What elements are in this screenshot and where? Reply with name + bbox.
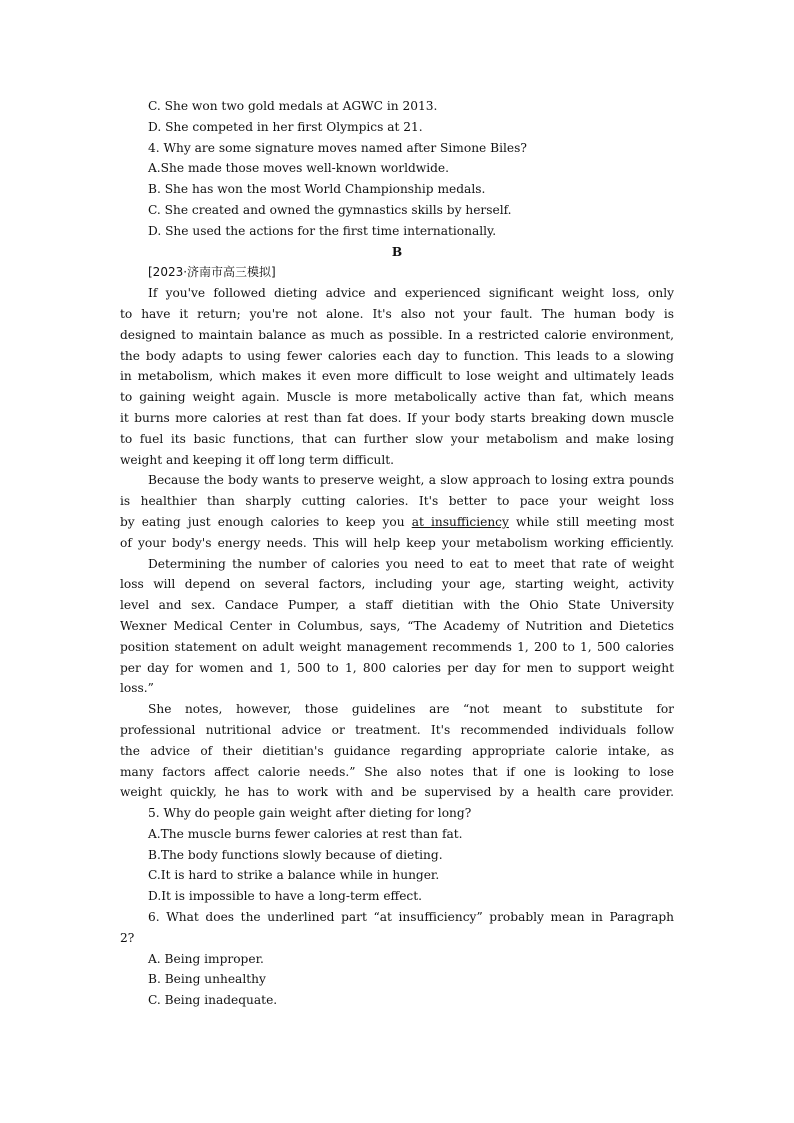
passage-source: [2023·济南市高三模拟]	[148, 265, 276, 280]
para1-line: weight and keeping it off long term difficult.	[120, 452, 395, 467]
option-d-prev: D. She competed in her first Olympics at 21.	[148, 119, 423, 134]
question-5-option-a: A.The muscle burns fewer calories at rest than fat.	[148, 826, 463, 841]
para1-line: to have it return; you're not alone. It's also not your fault. The human body is	[120, 306, 674, 321]
question-5-option-c: C.It is hard to strike a balance while in hunger.	[148, 868, 440, 883]
page-content	[120, 96, 674, 1011]
question-4-stem: 4. Why are some signature moves named after Simone Biles?	[148, 140, 527, 155]
para1-line: it burns more calories at rest than fat does. If your body starts breaking down muscle	[120, 410, 674, 425]
para3-line: loss.”	[120, 681, 154, 696]
question-4-option-a: A.She made those moves well-known worldwide.	[148, 161, 450, 176]
para1-line: in metabolism, which makes it even more difficult to lose weight and ultimately leads	[120, 369, 674, 384]
para3-line: loss will depend on several factors, including your age, starting weight, activity	[120, 577, 674, 592]
para4-line: many factors affect calorie needs.” She also notes that if one is looking to lose	[120, 764, 674, 779]
para2-line: is healthier than sharply cutting calories. It's better to pace your weight loss	[120, 494, 674, 509]
para4-line: professional nutritional advice or treatment. It's recommended individuals follow	[120, 722, 674, 737]
section-label: B	[391, 244, 403, 259]
question-6-option-c: C. Being inadequate.	[148, 993, 278, 1008]
para3-line: position statement on adult weight management recommends 1, 200 to 1, 500 calories	[120, 639, 674, 654]
question-5-option-d: D.It is impossible to have a long-term effect.	[148, 889, 422, 904]
para1-line: to gaining weight again. Muscle is more metabolically active than fat, which means	[120, 390, 674, 405]
para1-line: to fuel its basic functions, that can further slow your metabolism and make losing	[120, 431, 674, 446]
para1-line: the body adapts to using fewer calories each day to function. This leads to a slowing	[120, 348, 674, 363]
question-5-stem: 5. Why do people gain weight after dieting for long?	[148, 806, 472, 821]
option-c-prev: C. She won two gold medals at AGWC in 2013.	[148, 99, 438, 113]
para3-line: per day for women and 1, 500 to 1, 800 calories per day for men to support weight	[120, 660, 674, 675]
para2-text-before: by eating just enough calories to keep you	[120, 514, 412, 529]
para4-line: She notes, however, those guidelines are “not meant to substitute for	[148, 702, 674, 717]
question-6-option-b: B. Being unhealthy	[148, 972, 266, 987]
question-6-option-a: A. Being improper.	[148, 951, 264, 966]
question-4-option-c: C. She created and owned the gymnastics skills by herself.	[148, 202, 512, 217]
question-6-stem: 6. What does the underlined part “at insufficiency” probably mean in Paragraph	[148, 910, 674, 925]
para4-line: weight quickly, he has to work with and be supervised by a health care provider.	[120, 785, 674, 800]
question-5-option-b: B.The body functions slowly because of dieting.	[148, 847, 443, 862]
question-6-stem-cont: 2?	[120, 930, 135, 945]
para2-line-underlined	[120, 512, 674, 533]
underlined-phrase: at insufficiency	[411, 514, 509, 529]
para3-line: Wexner Medical Center in Columbus, says, “The Academy of Nutrition and Dietetics	[120, 618, 674, 633]
para4-line: the advice of their dietitian's guidance regarding appropriate calorie intake, as	[120, 743, 674, 758]
para2-text-after: while still meeting most	[508, 514, 674, 529]
para3-line: level and sex. Candace Pumper, a staff dietitian with the Ohio State University	[120, 598, 674, 613]
question-4-option-b: B. She has won the most World Championship medals.	[148, 182, 486, 197]
question-4-option-d: D. She used the actions for the first time internationally.	[148, 223, 497, 238]
para1-line: designed to maintain balance as much as possible. In a restricted calorie environment,	[120, 327, 674, 342]
para3-line: Determining the number of calories you need to eat to meet that rate of weight	[148, 556, 674, 571]
para2-line: of your body's energy needs. This will help keep your metabolism working efficiently.	[120, 535, 674, 550]
para1-line: If you've followed dieting advice and experienced significant weight loss, only	[148, 286, 674, 301]
para2-line: Because the body wants to preserve weight, a slow approach to losing extra pounds	[148, 473, 674, 488]
